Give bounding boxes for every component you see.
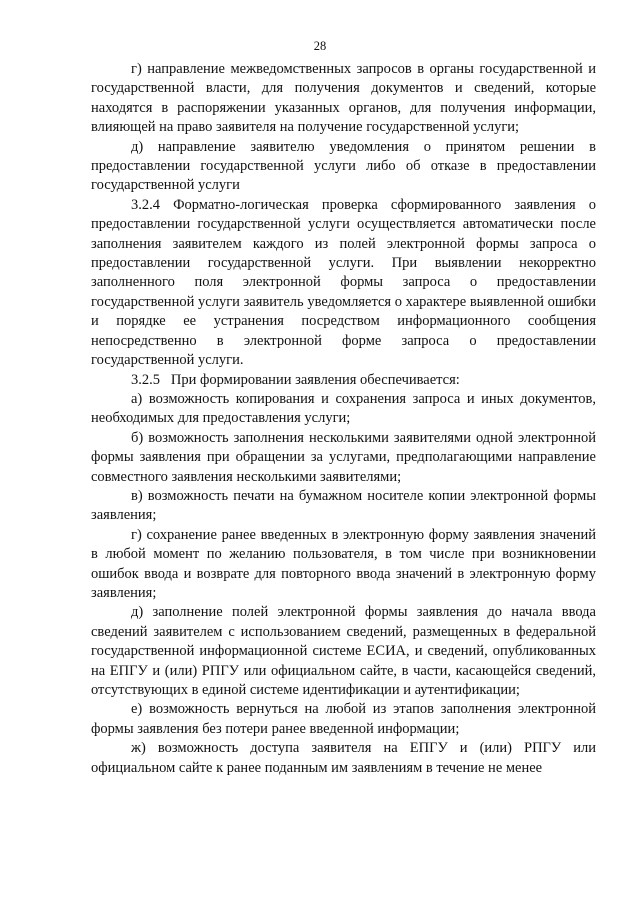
paragraph-item-v-print: в) возможность печати на бумажном носителе копии электронной формы заявления; xyxy=(91,487,596,524)
paragraph-item-zh-access: ж) возможность доступа заявителя на ЕПГУ и (или) РПГУ или официальном сайте к ранее поданным им заявлениям в течение не менее xyxy=(91,740,596,776)
paragraph-item-d-notification: д) направление заявителю уведомления о принятом решении в предоставлении государственной услуги либо об отказе в предоставлении государственной услуги xyxy=(91,138,596,194)
paragraph-item-e-return-steps: е) возможность вернуться на любой из этапов заполнения электронной формы заявления без потери ранее введенной информации; xyxy=(91,701,596,737)
paragraph-item-g-save-values: г) сохранение ранее введенных в электронную форму заявления значений в любой момент по желанию пользователя, в том числе при возникновении ошибок ввода и возврате для повторного ввода значений в электронную форму заявления; xyxy=(91,526,596,601)
paragraph-item-b-multiple-applicants: б) возможность заполнения несколькими заявителями одной электронной формы заявления при обращении за услугами, предполагающими направление совместного заявления несколькими заявителями; xyxy=(91,429,596,485)
document-body xyxy=(91,60,596,778)
paragraph-item-d-prefill: д) заполнение полей электронной формы заявления до начала ввода сведений заявителем с использованием сведений, размещенных в федеральной государственной информационной системе ЕСИА, и сведений, опубликованных на ЕПГУ и (или) РПГУ или официальном сайте, в части, касающейся сведений, отсутствующих в единой системе идентификации и аутентификации; xyxy=(91,604,596,698)
paragraph-item-a-copy-save: а) возможность копирования и сохранения запроса и иных документов, необходимых для предоставления услуги; xyxy=(91,390,596,427)
paragraph-3-2-4-format-check: 3.2.4 Форматно-логическая проверка сформированного заявления о предоставлении государственной услуги осуществляется автоматически после заполнения заявителем каждого из полей электронной формы запроса о предоставлении государственной услуги. При выявлении некорректно заполненного поля электронной формы запроса о предоставлении государственной услуги заявитель уведомляется о характере выявленной ошибки и порядке ее устранения посредством информационного сообщения непосредственно в электронной форме запроса о предоставлении государственной услуги. xyxy=(91,196,596,369)
paragraph-3-2-5-heading: 3.2.5 При формировании заявления обеспечивается: xyxy=(131,371,460,388)
paragraph-item-g-interagency-requests: г) направление межведомственных запросов в органы государственной и государственной власти, для получения документов и сведений, которые находятся в распоряжении указанных органов, для получения информации, влияющей на право заявителя на получение государственной услуги; xyxy=(91,61,596,136)
page-number: 28 xyxy=(313,39,327,53)
